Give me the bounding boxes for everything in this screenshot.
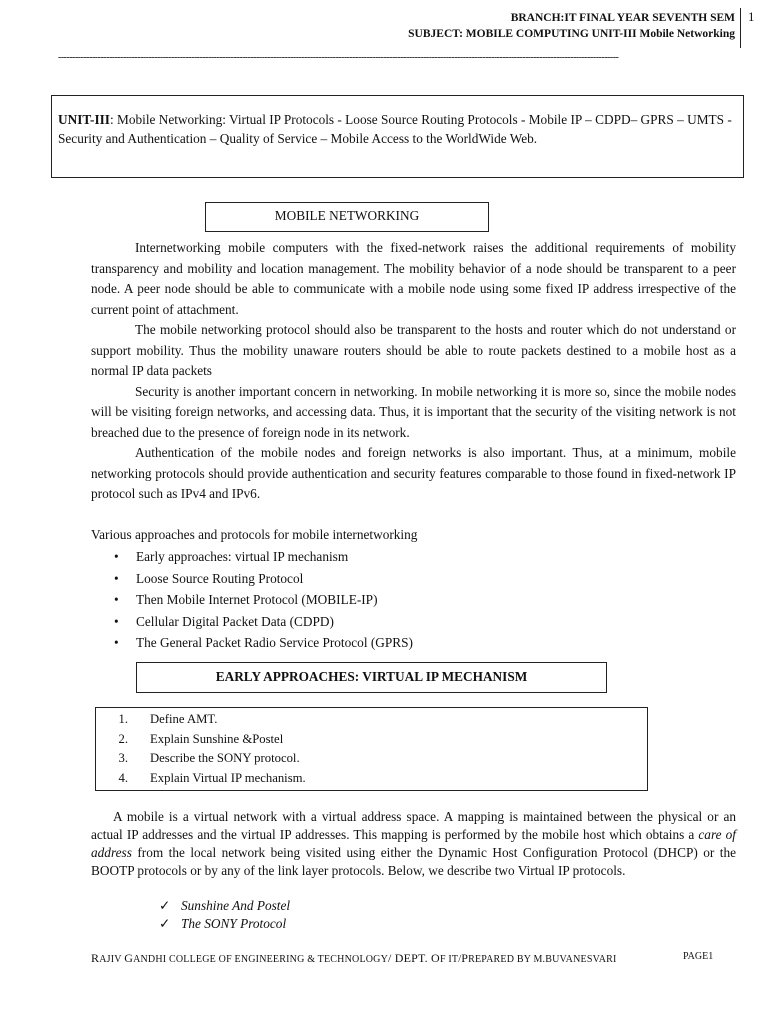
virtual-ip-paragraph: A mobile is a virtual network with a virtual address space. A mapping is maintained between the physical or an actual IP addresses and the virtual IP addresses. This mapping is performed by the mobile host which obtains a care of address from the local network being visited using either the Dynamic Host Configuration Protocol (DHCP) or the BOOTP protocols or by any of the link layer protocols. Below, we describe two Virtual IP protocols.: [91, 809, 736, 878]
care-of-address-emphasis: care of address: [91, 827, 736, 860]
virtual-ip-protocols-list: [159, 897, 290, 933]
question-item: 2. Explain Sunshine &Postel: [118, 731, 284, 746]
bullet-icon: •: [114, 592, 119, 607]
mobile-networking-body: [91, 238, 736, 505]
list-item: ✓ Sunshine And Postel: [159, 898, 291, 913]
list-item: • The General Packet Radio Service Protocol (GPRS): [114, 632, 413, 654]
unit-label: UNIT-III: [58, 112, 110, 127]
dashed-divider: ------------------------------------------------------------------------------------------------------------------------------------------------------------------------------------------------------: [58, 52, 619, 63]
list-item: ✓ The SONY Protocol: [159, 916, 287, 931]
footer-page-label: PAGE1: [683, 951, 714, 962]
header-subject: [408, 26, 735, 42]
page-number: 1: [748, 9, 755, 24]
paragraph: Security is another important concern in networking. In mobile networking it is more so, since the mobile nodes will be visiting foreign networks, and accessing data. Thus, it is important that the security of the visiting network is not breached due to the presence of foreign node in its network.: [91, 383, 736, 440]
question-item: 3. Describe the SONY protocol.: [118, 751, 300, 765]
header-subject-suffix: Mobile Networking: [639, 28, 735, 40]
header-vertical-rule: [740, 8, 741, 48]
paragraph: The mobile networking protocol should also be transparent to the hosts and router which do not understand or support mobility. Thus the mobility unaware routers should be able to route packets destined to a mobile host as a normal IP data packets: [91, 322, 736, 378]
list-item: • Loose Source Routing Protocol: [114, 568, 413, 590]
header-subject-prefix: SUBJECT: MOBILE COMPUTING UNIT-III: [408, 28, 637, 40]
unit-topics: : Mobile Networking: Virtual IP Protocols - Loose Source Routing Protocols - Mobile IP – CDPD– GPRS – UMTS - Security and Authentication – Quality of Service – Mobile Access to the WorldWide Web.: [58, 112, 732, 146]
list-item: • Then Mobile Internet Protocol (MOBILE-IP): [114, 589, 413, 611]
checkmark-icon: ✓: [159, 916, 171, 931]
list-item: • Early approaches: virtual IP mechanism: [114, 546, 413, 568]
section-title-early-approaches: EARLY APPROACHES: VIRTUAL IP MECHANISM: [136, 662, 607, 693]
questions-box: [95, 707, 648, 791]
approaches-list: [114, 546, 413, 654]
question-item: 1. Define AMT.: [118, 712, 218, 726]
footer-credit: RAJIV GANDHI COLLEGE OF ENGINEERING & TECHNOLOGY/ DEPT. OF IT/PREPARED BY M.BUVANESVARI: [91, 951, 617, 965]
question-item: 4. Explain Virtual IP mechanism.: [118, 770, 306, 785]
bullet-icon: •: [114, 613, 119, 629]
bullet-icon: •: [114, 570, 119, 586]
header-branch: BRANCH:IT FINAL YEAR SEVENTH SEM: [510, 12, 735, 24]
bullet-icon: •: [114, 549, 119, 564]
approaches-intro: Various approaches and protocols for mobile internetworking: [91, 527, 418, 542]
bullet-icon: •: [114, 635, 119, 650]
unit-syllabus-box: [51, 95, 744, 178]
paragraph: Authentication of the mobile nodes and foreign networks is also important. Thus, at a minimum, mobile networking protocols should provide authentication and security features comparable to those found in fixed-network IP protocol such as IPv4 and IPv6.: [91, 445, 736, 501]
list-item: • Cellular Digital Packet Data (CDPD): [114, 611, 413, 633]
checkmark-icon: ✓: [159, 898, 171, 913]
paragraph: Internetworking mobile computers with the fixed-network raises the additional requirements of mobility transparency and mobility and location management. The mobility behavior of a node should be transparent to a peer node. A peer node should be able to communicate with a mobile node using some fixed IP address irrespective of the current point of attachment.: [91, 240, 736, 317]
section-title-mobile-networking: MOBILE NETWORKING: [205, 202, 489, 232]
